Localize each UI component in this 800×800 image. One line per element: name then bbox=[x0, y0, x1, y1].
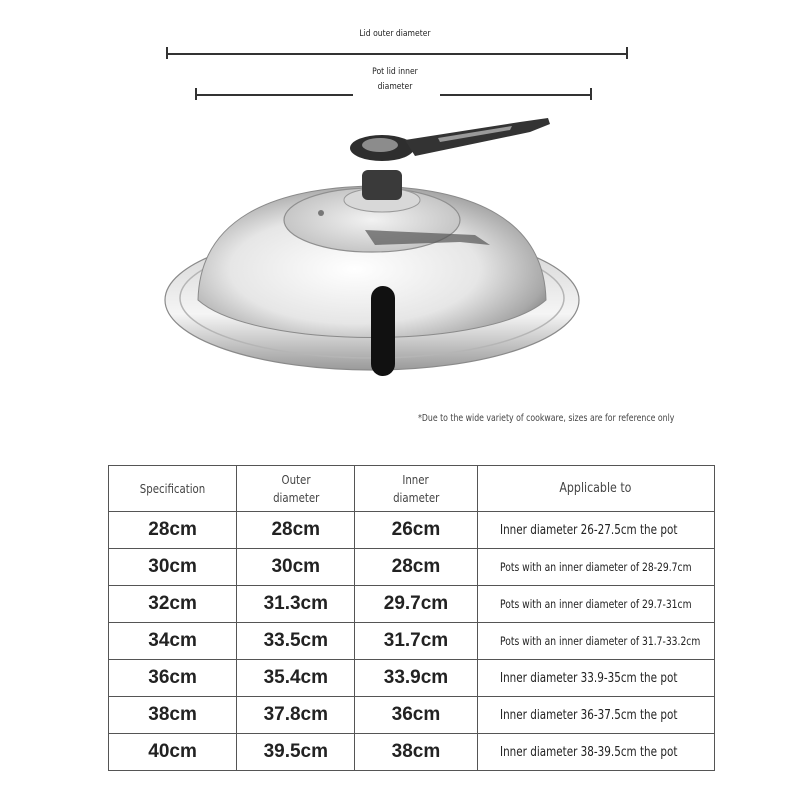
cell-applicable: Pots with an inner diameter of 28-29.7cm bbox=[477, 549, 714, 586]
cell-inner: 28cm bbox=[355, 549, 477, 586]
inner-tick-right bbox=[590, 88, 592, 100]
cell-inner: 26cm bbox=[355, 512, 477, 549]
inner-diameter-line-right bbox=[440, 94, 592, 96]
cell-outer: 28cm bbox=[237, 512, 355, 549]
pot-lid-image bbox=[160, 110, 620, 390]
table-row bbox=[109, 660, 715, 697]
cell-spec: 30cm bbox=[109, 549, 237, 586]
cell-outer: 33.5cm bbox=[237, 623, 355, 660]
inner-diameter-label-line2: diameter bbox=[377, 82, 413, 92]
table-row bbox=[109, 734, 715, 771]
table-row bbox=[109, 586, 715, 623]
cell-spec: 32cm bbox=[109, 586, 237, 623]
cell-spec: 40cm bbox=[109, 734, 237, 771]
cell-outer: 35.4cm bbox=[237, 660, 355, 697]
table-row bbox=[109, 549, 715, 586]
header-applicable-to: Applicable to bbox=[477, 466, 714, 512]
cell-spec: 36cm bbox=[109, 660, 237, 697]
cell-outer: 37.8cm bbox=[237, 697, 355, 734]
header-specification: Specification bbox=[109, 466, 237, 512]
cell-spec: 28cm bbox=[109, 512, 237, 549]
cell-inner: 38cm bbox=[355, 734, 477, 771]
cell-spec: 38cm bbox=[109, 697, 237, 734]
cell-inner: 31.7cm bbox=[355, 623, 477, 660]
cell-applicable: Inner diameter 33.9-35cm the pot bbox=[477, 660, 714, 697]
inner-diameter-label-line1: Pot lid inner bbox=[372, 67, 418, 77]
cell-applicable: Inner diameter 26-27.5cm the pot bbox=[477, 512, 714, 549]
outer-diameter-label: Lid outer diameter bbox=[359, 29, 431, 39]
cell-outer: 31.3cm bbox=[237, 586, 355, 623]
outer-diameter-line bbox=[166, 53, 628, 55]
cell-inner: 36cm bbox=[355, 697, 477, 734]
table-row bbox=[109, 512, 715, 549]
reference-note: *Due to the wide variety of cookware, sizes are for reference only bbox=[418, 413, 675, 424]
cell-outer: 39.5cm bbox=[237, 734, 355, 771]
cell-spec: 34cm bbox=[109, 623, 237, 660]
outer-tick-left bbox=[166, 47, 168, 59]
inner-tick-left bbox=[195, 88, 197, 100]
table-row bbox=[109, 623, 715, 660]
outer-tick-right bbox=[626, 47, 628, 59]
cell-applicable: Pots with an inner diameter of 31.7-33.2cm bbox=[477, 623, 714, 660]
cell-applicable: Pots with an inner diameter of 29.7-31cm bbox=[477, 586, 714, 623]
cell-outer: 30cm bbox=[237, 549, 355, 586]
header-outer-diameter: Outer diameter bbox=[237, 466, 355, 512]
header-inner-diameter: Inner diameter bbox=[355, 466, 477, 512]
cell-applicable: Inner diameter 36-37.5cm the pot bbox=[477, 697, 714, 734]
table-header-row bbox=[109, 466, 715, 512]
cell-inner: 29.7cm bbox=[355, 586, 477, 623]
size-spec-table bbox=[108, 465, 715, 771]
table-row bbox=[109, 697, 715, 734]
cell-applicable: Inner diameter 38-39.5cm the pot bbox=[477, 734, 714, 771]
inner-diameter-line-left bbox=[195, 94, 353, 96]
cell-inner: 33.9cm bbox=[355, 660, 477, 697]
